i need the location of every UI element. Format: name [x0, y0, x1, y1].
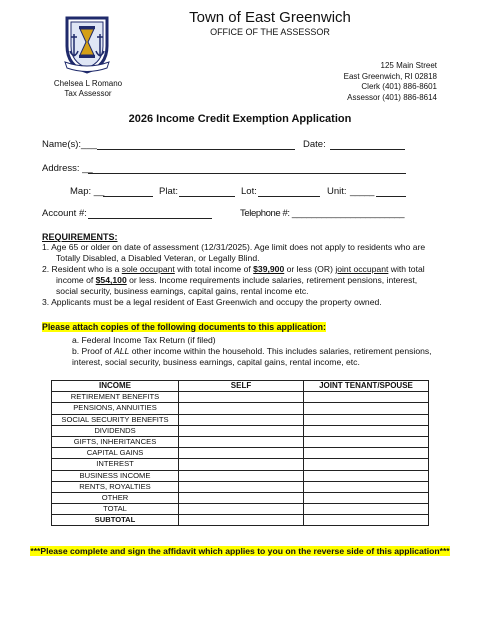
self-column-header: SELF [179, 381, 304, 392]
income-type: BUSINESS INCOME [52, 470, 179, 481]
joint-amount-cell[interactable] [304, 448, 429, 459]
income-type: SOCIAL SECURITY BENEFITS [52, 414, 179, 425]
attach-item-b-cont: interest, social security, business earnings, capital gains, rental income, etc. [72, 357, 360, 367]
address-field[interactable] [88, 163, 406, 174]
phone-line: Clerk (401) 886-8601 [361, 82, 437, 91]
req2-text: 2. Resident who is a [42, 264, 122, 274]
requirement-2-cont [42, 275, 442, 286]
date-field[interactable] [330, 139, 405, 150]
table-row [52, 425, 429, 436]
attach-heading-text: Please attach copies of the following documents to this application: [42, 322, 326, 332]
plat-field[interactable] [179, 186, 235, 197]
phone-line: Assessor (401) 886-8614 [347, 92, 437, 102]
lot-field[interactable] [258, 186, 320, 197]
self-amount-cell[interactable] [179, 425, 304, 436]
sole-income-limit: $39,900 [253, 264, 285, 274]
self-amount-cell[interactable] [179, 481, 304, 492]
requirement-2-cont: social security, business earnings, capital gains, rental income etc. [56, 286, 309, 296]
self-amount-cell[interactable] [179, 470, 304, 481]
office-name: OFFICE OF THE ASSESSOR [210, 27, 330, 37]
joint-amount-cell[interactable] [304, 425, 429, 436]
joint-amount-cell[interactable] [304, 481, 429, 492]
income-type-subtotal: SUBTOTAL [52, 515, 179, 526]
joint-income-limit: $54,100 [95, 275, 127, 285]
income-type: RENTS, ROYALTIES [52, 481, 179, 492]
assessor-title: Tax Assessor [64, 89, 112, 98]
address-line: 125 Main Street [380, 61, 437, 70]
joint-amount-cell[interactable] [304, 492, 429, 503]
self-amount-cell[interactable] [179, 436, 304, 447]
requirements-list [42, 242, 442, 308]
attach-b-text: other income within the household. This includes salaries, retirement pensions, [129, 346, 432, 356]
lot-label: Lot: [241, 186, 257, 197]
unit-field-line[interactable] [376, 186, 406, 197]
joint-amount-cell[interactable] [304, 436, 429, 447]
telephone-label[interactable]: Telephone #: _______________________ [240, 208, 405, 219]
table-row [52, 414, 429, 425]
joint-amount-cell[interactable] [304, 515, 429, 526]
table-row [52, 448, 429, 459]
table-row [52, 481, 429, 492]
requirement-3: 3. Applicants must be a legal resident of East Greenwich and occupy the property owned. [42, 297, 382, 307]
attach-item-a: a. Federal Income Tax Return (if filed) [72, 335, 216, 345]
self-amount-cell[interactable] [179, 448, 304, 459]
table-row [52, 392, 429, 403]
req2-text: or less. Income requirements include salaries, retirement pensions, interest, [126, 275, 418, 285]
joint-amount-cell[interactable] [304, 470, 429, 481]
attach-list [72, 335, 442, 368]
names-field[interactable] [97, 139, 295, 150]
footer-note [0, 546, 480, 556]
footer-note-text: ***Please complete and sign the affidavit which applies to you on the reverse side of this application*** [30, 546, 450, 556]
table-row [52, 470, 429, 481]
form-title: 2026 Income Credit Exemption Application [128, 113, 352, 125]
plat-label: Plat: [159, 186, 179, 197]
table-header-row [52, 381, 429, 392]
income-table [51, 380, 429, 526]
self-amount-cell[interactable] [179, 492, 304, 503]
self-amount-cell[interactable] [179, 403, 304, 414]
req2-text: or less (OR) [284, 264, 336, 274]
req2-text: with total income of [174, 264, 254, 274]
assessor-block [38, 79, 138, 99]
sole-occupant-term: sole occupant [121, 264, 175, 274]
income-type: INTEREST [52, 459, 179, 470]
joint-amount-cell[interactable] [304, 403, 429, 414]
income-type: DIVIDENDS [52, 425, 179, 436]
address-label: Address: __ [42, 163, 93, 174]
table-row [52, 515, 429, 526]
income-type: OTHER [52, 492, 179, 503]
income-type: TOTAL [52, 504, 179, 515]
requirement-2 [42, 264, 442, 275]
req2-text: with total [388, 264, 425, 274]
date-label: Date: [303, 139, 326, 150]
account-field[interactable] [88, 208, 212, 219]
assessor-name: Chelsea L Romano [53, 79, 123, 88]
joint-amount-cell[interactable] [304, 414, 429, 425]
income-type: RETIREMENT BENEFITS [52, 392, 179, 403]
requirement-1: 1. Age 65 or older on date of assessment (12/31/2025). Age limit does not apply to residents who are [42, 242, 426, 252]
req2-text: income of [56, 275, 96, 285]
joint-amount-cell[interactable] [304, 459, 429, 470]
self-amount-cell[interactable] [179, 515, 304, 526]
requirements-heading: REQUIREMENTS: [42, 232, 118, 242]
self-amount-cell[interactable] [179, 392, 304, 403]
table-row [52, 459, 429, 470]
names-label: Name(s):___ [42, 139, 97, 150]
joint-column-header: JOINT TENANT/SPOUSE [304, 381, 429, 392]
table-row [52, 436, 429, 447]
table-row [52, 403, 429, 414]
joint-occupant-term: joint occupant [335, 264, 389, 274]
table-row [52, 504, 429, 515]
town-name: Town of East Greenwich [189, 9, 351, 26]
self-amount-cell[interactable] [179, 414, 304, 425]
unit-field[interactable]: _____ [350, 186, 374, 197]
account-label: Account #: [42, 208, 87, 219]
unit-label: Unit: [327, 186, 347, 197]
self-amount-cell[interactable] [179, 459, 304, 470]
map-label: Map: __ [70, 186, 105, 197]
requirement-1-cont: Totally Disabled, a Disabled Veteran, or Legally Blind. [56, 253, 260, 263]
income-type: CAPITAL GAINS [52, 448, 179, 459]
attach-heading [42, 322, 326, 332]
joint-amount-cell[interactable] [304, 504, 429, 515]
income-column-header: INCOME [52, 381, 179, 392]
income-type: GIFTS, INHERITANCES [52, 436, 179, 447]
office-address [344, 61, 437, 103]
income-type: PENSIONS, ANNUITIES [52, 403, 179, 414]
map-field[interactable] [103, 186, 153, 197]
joint-amount-cell[interactable] [304, 392, 429, 403]
attach-b-all: ALL [114, 346, 130, 356]
attach-b-text: b. Proof of [72, 346, 115, 356]
table-row [52, 492, 429, 503]
address-line: East Greenwich, RI 02818 [343, 71, 437, 81]
self-amount-cell[interactable] [179, 504, 304, 515]
attach-item-b [72, 346, 442, 357]
